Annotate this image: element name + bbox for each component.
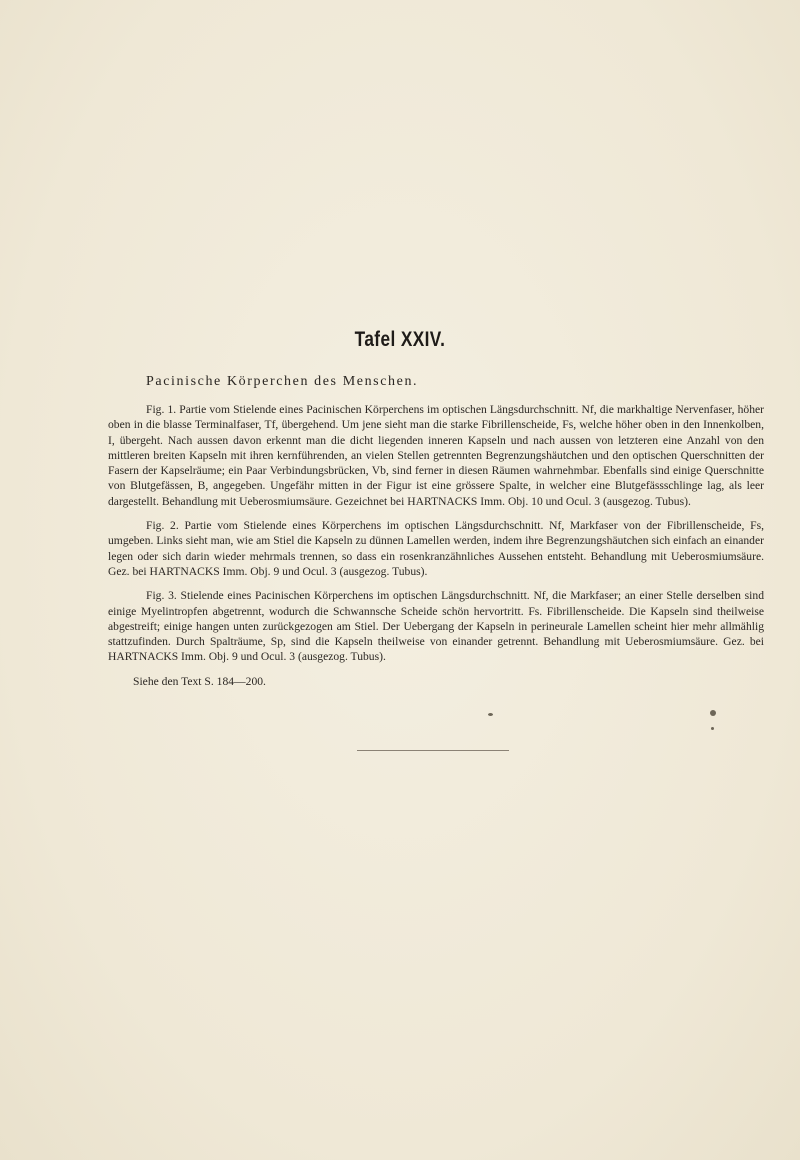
paper-spot: [710, 710, 716, 716]
caption-fig-1: Fig. 1. Partie vom Stielende eines Pacinischen Körperchens im optischen Längsdurchschnitt. Nf, die markhaltige Nervenfaser, höher oben in die blasse Terminalfaser, Tf, übergehend. Um jene sieht man die starke Fibrillenscheide, Fs, welche höher oben in den Innenkolben, I, übergeht. Nach aussen davon erkennt man die dicht liegenden inneren Kapseln und nach aussen von letzteren eine Anzahl von den mittleren breiten Kapseln mit ihren kernführenden, an vielen Stellen getrennten Begrenzungshäutchen und den optischen Querschnitten der Fasern der Kapselräume; ein Paar Verbindungsbrücken, Vb, sind ferner in diesen Räumen wahrnehmbar. Ebenfalls sind einige Querschnitte von Blutgefässen, B, angegeben. Ungefähr mitten in der Figur ist eine grössere Spalte, in welcher eine Blutgefässschlinge lag, als leer dargestellt. Behandlung mit Ueberosmiumsäure. Gezeichnet bei HARTNACKS Imm. Obj. 10 und Ocul. 3 (ausgezog. Tubus).: [108, 403, 764, 508]
text-reference-note: Siehe den Text S. 184—200.: [133, 674, 266, 688]
paper-spot: [711, 727, 714, 730]
caption-fig-2: Fig. 2. Partie vom Stielende eines Körperchens im optischen Längsdurchschnitt. Nf, Markfaser von der Fibrillenscheide, Fs, umgeben. Links sieht man, wie am Stiel die Kapseln zu dünnen Lamellen werden, indem ihre Begrenzungshäutchen sich einfach an einander legen oder sich darin wieder mehrmals trennen, so dass ein rosenkranzähnliches Aussehen entsteht. Behandlung mit Ueberosmiumsäure. Gez. bei HARTNACKS Imm. Obj. 9 und Ocul. 3 (ausgezog. Tubus).: [108, 519, 764, 578]
plate-caption-body: [108, 402, 764, 698]
paper-spot: [488, 713, 493, 716]
plate-title: Tafel XXIV.: [354, 328, 446, 351]
caption-fig-3: Fig. 3. Stielende eines Pacinischen Körperchens im optischen Längsdurchschnitt. Nf, die Markfaser; an einer Stelle derselben sind einige Myelintropfen abgetrennt, wodurch die Schwannsche Scheide schön hervortritt. Fs. Fibrillenscheide. Die Kapseln sind theilweise abgestreift; einige hangen unten zurückgezogen am Stiel. Der Uebergang der Kapseln in perineurale Lamellen scheint hier mehr allmählig stattzufinden. Durch Spalträume, Sp, sind die Kapseln theilweise von einander getrennt. Behandlung mit Ueberosmiumsäure. Gez. bei HARTNACKS Imm. Obj. 9 und Ocul. 3 (ausgezog. Tubus).: [108, 589, 764, 664]
separator-rule: [357, 750, 509, 751]
plate-subtitle: Pacinische Körperchen des Menschen.: [146, 374, 419, 389]
